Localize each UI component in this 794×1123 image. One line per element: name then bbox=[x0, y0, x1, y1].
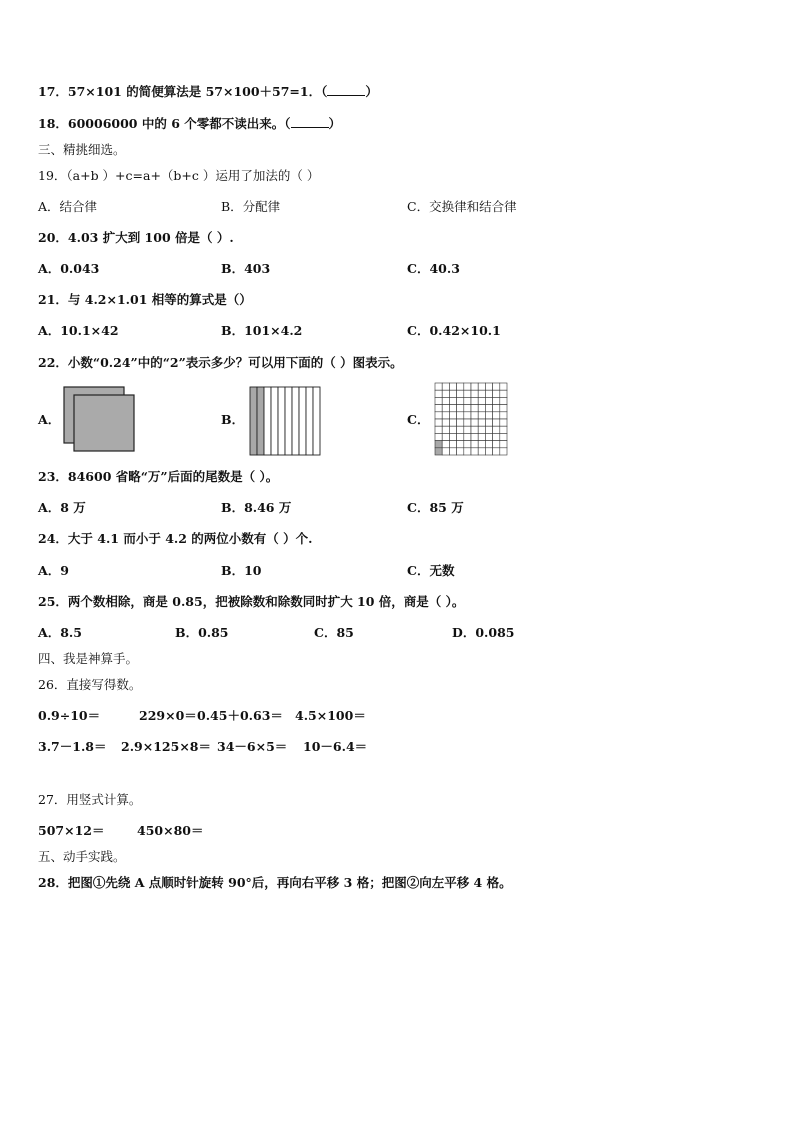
option-b[interactable]: B．0.85 bbox=[175, 625, 229, 640]
question-18: 18．60006000 中的 6 个零都不读出来。（ ） bbox=[38, 116, 342, 131]
question-19 bbox=[38, 168, 319, 184]
grid-cell bbox=[449, 405, 456, 412]
grid-cell bbox=[500, 426, 507, 433]
question-text: 两个数相除，商是 0.85，把被除数和除数同时扩大 10 倍，商是（ ）。 bbox=[67, 594, 465, 609]
grid-cell bbox=[435, 383, 442, 390]
question-22 bbox=[38, 355, 403, 371]
grid-cell bbox=[500, 383, 507, 390]
question-number: 18． bbox=[38, 116, 68, 131]
shaded-cell bbox=[435, 448, 442, 455]
grid-cell bbox=[449, 419, 456, 426]
question-24 bbox=[38, 531, 313, 547]
grid-cell bbox=[457, 397, 464, 404]
calc-item: 34－6×5＝ bbox=[217, 739, 288, 754]
question-20 bbox=[38, 230, 234, 246]
grid-cell bbox=[493, 405, 500, 412]
grid-cell bbox=[449, 412, 456, 419]
calc-item: 0.9÷10＝ bbox=[38, 708, 101, 723]
grid-cell bbox=[464, 405, 471, 412]
grid-cell bbox=[485, 405, 492, 412]
calc-item: 507×12＝ bbox=[38, 823, 105, 838]
grid-cell bbox=[457, 433, 464, 440]
grid-cell bbox=[471, 419, 478, 426]
option-a[interactable]: A．8.5 bbox=[38, 625, 82, 640]
grid-cell bbox=[478, 433, 485, 440]
grid-cell bbox=[435, 433, 442, 440]
grid-cell bbox=[442, 405, 449, 412]
grid-cell bbox=[457, 383, 464, 390]
strip bbox=[278, 387, 285, 455]
grid-cell bbox=[435, 397, 442, 404]
grid-cell bbox=[500, 390, 507, 397]
grid-cell bbox=[464, 419, 471, 426]
grid-cell bbox=[478, 390, 485, 397]
question-number: 28． bbox=[38, 875, 68, 890]
calc-item: 229×0＝ bbox=[139, 708, 197, 723]
shaded-strip bbox=[250, 387, 257, 455]
grid-cell bbox=[442, 433, 449, 440]
grid-cell bbox=[478, 405, 485, 412]
calc-item: 4.5×100＝ bbox=[295, 708, 366, 723]
grid-cell bbox=[493, 390, 500, 397]
grid-cell bbox=[493, 412, 500, 419]
grid-cell bbox=[500, 433, 507, 440]
grid-cell bbox=[464, 433, 471, 440]
question-number: 24． bbox=[38, 531, 68, 546]
grid-cell bbox=[478, 426, 485, 433]
shaded-strip bbox=[257, 387, 264, 455]
grid-cell bbox=[471, 412, 478, 419]
calc-item: 3.7－1.8＝ bbox=[38, 739, 107, 754]
grid-cell bbox=[449, 383, 456, 390]
question-23 bbox=[38, 469, 278, 485]
grid-cell bbox=[464, 397, 471, 404]
option-c[interactable]: C．交换律和结合律 bbox=[407, 199, 517, 214]
grid-cell bbox=[464, 383, 471, 390]
grid-cell bbox=[457, 405, 464, 412]
question-text: 57×101 的简便算法是 57×100＋57=1．（ bbox=[67, 84, 328, 99]
grid-cell bbox=[464, 390, 471, 397]
question-number: 19． bbox=[38, 168, 67, 183]
question-number: 17． bbox=[38, 84, 68, 99]
question-25 bbox=[38, 594, 464, 610]
option-c[interactable]: C．85 万 bbox=[407, 500, 464, 515]
grid-cell bbox=[457, 390, 464, 397]
grid-cell bbox=[485, 383, 492, 390]
question-text: （a+b ）+c=a+（b+c ）运用了加法的（ ） bbox=[66, 168, 320, 183]
grid-cell bbox=[457, 441, 464, 448]
figure-c-grid[interactable] bbox=[434, 382, 510, 458]
grid-cell bbox=[485, 441, 492, 448]
strip bbox=[299, 387, 306, 455]
answer-blank[interactable] bbox=[291, 116, 329, 128]
grid-cell bbox=[464, 441, 471, 448]
grid-cell bbox=[478, 397, 485, 404]
section-heading-3: 三、精挑细选。 bbox=[38, 142, 126, 157]
option-b[interactable]: B．101×4.2 bbox=[221, 323, 303, 338]
option-c[interactable]: C．0.42×10.1 bbox=[407, 323, 501, 338]
calc-item: 450×80＝ bbox=[137, 823, 204, 838]
grid-cell bbox=[442, 383, 449, 390]
grid-cell bbox=[435, 426, 442, 433]
question-number: 27． bbox=[38, 792, 67, 807]
question-number: 26． bbox=[38, 677, 67, 692]
front-square bbox=[74, 395, 134, 451]
option-b[interactable]: B．分配律 bbox=[221, 199, 281, 214]
grid-cell bbox=[457, 412, 464, 419]
grid-cell bbox=[493, 441, 500, 448]
grid-cell bbox=[471, 433, 478, 440]
grid-cell bbox=[485, 419, 492, 426]
question-number: 25． bbox=[38, 594, 68, 609]
grid-cell bbox=[471, 448, 478, 455]
strip bbox=[285, 387, 292, 455]
grid-cell bbox=[457, 419, 464, 426]
question-text: 84600 省略“万”后面的尾数是（ ）。 bbox=[67, 469, 279, 484]
option-a[interactable]: A．结合律 bbox=[38, 199, 98, 214]
grid-cell bbox=[442, 448, 449, 455]
grid-cell bbox=[449, 433, 456, 440]
section-heading-4: 四、我是神算手。 bbox=[38, 651, 139, 666]
option-d[interactable]: D．0.085 bbox=[452, 625, 515, 640]
grid-cell bbox=[478, 448, 485, 455]
figure-b-strips[interactable] bbox=[248, 385, 324, 457]
grid-cell bbox=[457, 448, 464, 455]
grid-cell bbox=[478, 412, 485, 419]
grid-cell bbox=[442, 397, 449, 404]
grid-cell bbox=[449, 426, 456, 433]
grid-cell bbox=[471, 383, 478, 390]
grid-cell bbox=[493, 397, 500, 404]
option-a[interactable]: A．9 bbox=[38, 563, 69, 578]
grid-cell bbox=[442, 412, 449, 419]
question-text: 直接写得数。 bbox=[66, 677, 142, 692]
option-b[interactable]: B．403 bbox=[221, 261, 271, 276]
grid-cell bbox=[493, 433, 500, 440]
option-c[interactable]: C．85 bbox=[314, 625, 354, 640]
strip bbox=[313, 387, 320, 455]
grid-cell bbox=[449, 397, 456, 404]
grid-cell bbox=[442, 441, 449, 448]
grid-cell bbox=[478, 441, 485, 448]
question-text: 60006000 中的 6 个零都不读出来。（ bbox=[67, 116, 291, 131]
option-b[interactable]: B．8.46 万 bbox=[221, 500, 292, 515]
grid-cell bbox=[449, 448, 456, 455]
question-17: 17．57×101 的简便算法是 57×100＋57=1．（ ） bbox=[38, 84, 378, 99]
grid-cell bbox=[435, 412, 442, 419]
grid-cell bbox=[471, 405, 478, 412]
grid-cell bbox=[485, 412, 492, 419]
question-28 bbox=[38, 875, 512, 891]
strip bbox=[292, 387, 299, 455]
grid-cell bbox=[485, 448, 492, 455]
grid-cell bbox=[464, 448, 471, 455]
answer-blank[interactable] bbox=[327, 84, 365, 96]
grid-cell bbox=[500, 412, 507, 419]
section-heading-5: 五、动手实践。 bbox=[38, 849, 126, 864]
grid-cell bbox=[500, 448, 507, 455]
grid-cell bbox=[471, 390, 478, 397]
question-text: 大于 4.1 而小于 4.2 的两位小数有（ ）个. bbox=[67, 531, 313, 546]
calc-item: 0.45＋0.63＝ bbox=[197, 708, 283, 723]
grid-cell bbox=[464, 412, 471, 419]
question-21 bbox=[38, 292, 252, 308]
question-text: 把图①先绕 A 点顺时针旋转 90°后，再向右平移 3 格；把图②向左平移 4 格。 bbox=[67, 875, 512, 890]
calc-item: 10－6.4＝ bbox=[303, 739, 368, 754]
grid-cell bbox=[493, 419, 500, 426]
shaded-cell bbox=[435, 441, 442, 448]
option-c[interactable]: C．无数 bbox=[407, 563, 455, 578]
grid-cell bbox=[449, 441, 456, 448]
question-text: 用竖式计算。 bbox=[66, 792, 142, 807]
option-a[interactable]: A． bbox=[38, 412, 61, 427]
grid-cell bbox=[485, 390, 492, 397]
grid-cell bbox=[435, 390, 442, 397]
option-c[interactable]: C． bbox=[407, 412, 430, 427]
grid-cell bbox=[464, 426, 471, 433]
grid-cell bbox=[435, 419, 442, 426]
grid-cell bbox=[442, 419, 449, 426]
grid-cell bbox=[457, 426, 464, 433]
strip bbox=[264, 387, 271, 455]
grid-cell bbox=[500, 441, 507, 448]
grid-cell bbox=[471, 441, 478, 448]
question-number: 21． bbox=[38, 292, 68, 307]
question-number: 20． bbox=[38, 230, 68, 245]
grid-cell bbox=[500, 419, 507, 426]
grid-cell bbox=[493, 448, 500, 455]
grid-cell bbox=[442, 390, 449, 397]
grid-cell bbox=[449, 390, 456, 397]
figure-a-squares[interactable] bbox=[62, 385, 138, 453]
question-text: 4.03 扩大到 100 倍是（ ）. bbox=[67, 230, 234, 245]
option-c[interactable]: C．40.3 bbox=[407, 261, 460, 276]
grid-cell bbox=[485, 426, 492, 433]
grid-cell bbox=[493, 383, 500, 390]
question-number: 22． bbox=[38, 355, 68, 370]
option-b[interactable]: B． bbox=[221, 412, 245, 427]
grid-cell bbox=[500, 397, 507, 404]
grid-cell bbox=[435, 405, 442, 412]
strip bbox=[271, 387, 278, 455]
calc-item: 2.9×125×8＝ bbox=[121, 739, 211, 754]
option-a[interactable]: A．0.043 bbox=[38, 261, 100, 276]
grid-cell bbox=[485, 433, 492, 440]
grid-cell bbox=[471, 397, 478, 404]
grid-cell bbox=[485, 397, 492, 404]
option-a[interactable]: A．8 万 bbox=[38, 500, 86, 515]
question-27 bbox=[38, 792, 141, 808]
grid-cell bbox=[442, 426, 449, 433]
question-text: 与 4.2×1.01 相等的算式是（） bbox=[67, 292, 252, 307]
grid-cell bbox=[478, 419, 485, 426]
grid-cell bbox=[500, 405, 507, 412]
question-text: 小数“0.24”中的“2”表示多少？可以用下面的（ ）图表示。 bbox=[67, 355, 403, 370]
grid-cell bbox=[493, 426, 500, 433]
strip bbox=[306, 387, 313, 455]
question-26 bbox=[38, 677, 141, 693]
option-b[interactable]: B．10 bbox=[221, 563, 262, 578]
grid-cell bbox=[471, 426, 478, 433]
option-a[interactable]: A．10.1×42 bbox=[38, 323, 119, 338]
question-number: 23． bbox=[38, 469, 68, 484]
grid-cell bbox=[478, 383, 485, 390]
